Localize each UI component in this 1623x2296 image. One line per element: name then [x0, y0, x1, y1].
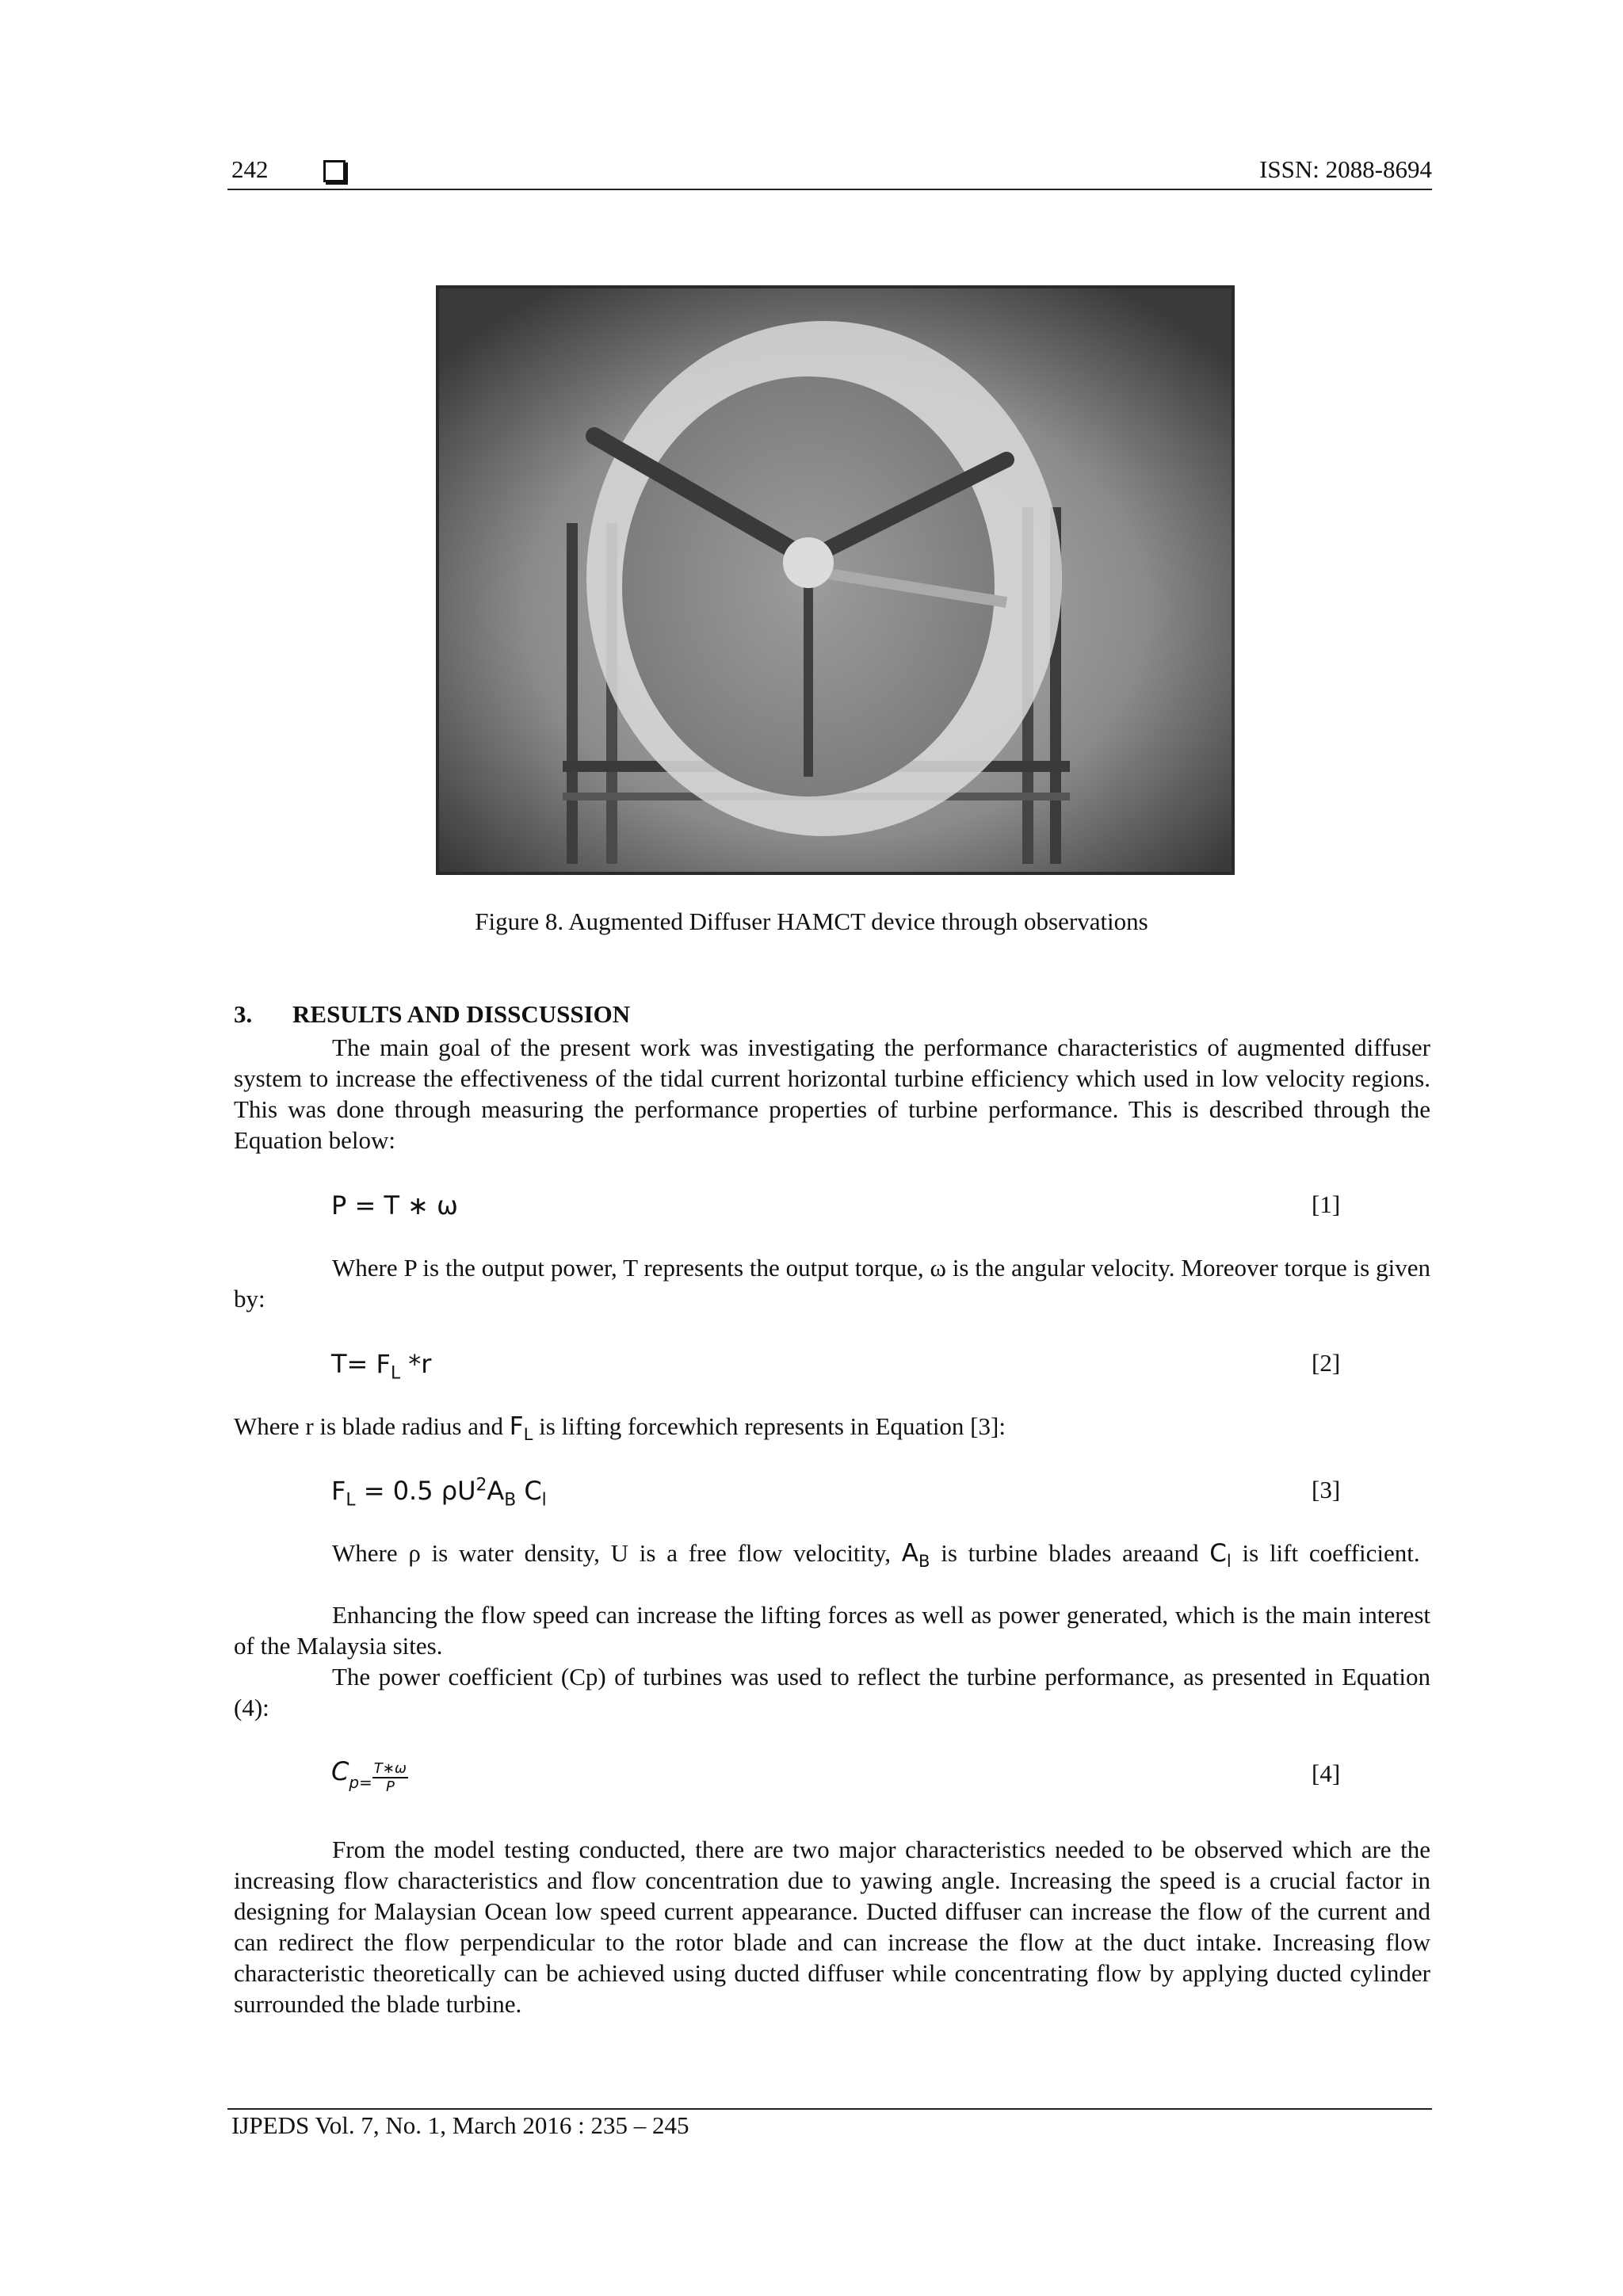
equation-number: [4] [1312, 1759, 1341, 1787]
section-title: RESULTS AND DISSCUSSION [292, 1000, 631, 1028]
equation-4: $C_{p=}$ $\frac{T∗\omega}{P}$ [331, 1756, 407, 1795]
header-rule [227, 189, 1432, 190]
issn: ISSN: 2088-8694 [1259, 155, 1432, 183]
paragraph: Where r is blade radius and $F_L$ is lifting forcewhich represents in Equation [3]: [234, 1412, 1006, 1445]
paragraph: The power coefficient (Cp) of turbines was used to reflect the turbine performance, as presented in Equation (4): [234, 1663, 1430, 1721]
paragraph: Enhancing the flow speed can increase the lifting forces as well as power generated, which is the main interest of the Malaysia sites. [234, 1601, 1430, 1660]
box-icon [323, 160, 346, 186]
equation-number: [1] [1312, 1190, 1341, 1218]
equation-3: $F_L = 0.5$ $\rho U^2A_B$ $C_l$ [331, 1475, 547, 1511]
figure-caption: Figure 8. Augmented Diffuser HAMCT device through observations [475, 907, 1148, 935]
section-number: 3. [234, 1000, 253, 1028]
footer-citation: IJPEDS Vol. 7, No. 1, March 2016 : 235 – 245 [231, 2111, 689, 2139]
equation-number: [2] [1312, 1349, 1341, 1377]
paragraph: Where ρ is water density, U is a free flow velocitity, $A_B$ is turbine blades areaand $C_l$ is lift coefficient. [332, 1539, 1420, 1572]
footer-rule [227, 2108, 1432, 2110]
page-number: 242 [231, 155, 269, 183]
paragraph: The main goal of the present work was investigating the performance characteristics of augmented diffuser system to increase the effectiveness of the tidal current horizontal turbine efficiency which used in low velocity regions. This was done through measuring the performance properties of turbine performance. This is described through the Equation below: [234, 1033, 1430, 1154]
section-heading [234, 1000, 630, 1029]
equation-1: P = T ∗ ω [331, 1190, 458, 1221]
figure-photo [436, 285, 1235, 875]
equation-2: $T= F_L$ *r [331, 1349, 432, 1384]
paragraph: Where P is the output power, T represents the output torque, ω is the angular velocity. Moreover torque is given by: [234, 1254, 1430, 1312]
paragraph: From the model testing conducted, there are two major characteristics needed to be observed which are the increasing flow characteristics and flow concentration due to yawing angle. Increasing the speed is a crucial factor in designing for Malaysian Ocean low speed current appearance. Ducted diffuser can increase the flow of the current and can redirect the flow perpendicular to the rotor blade and can increase the flow at the duct intake. Increasing flow characteristic theoretically can be achieved using ducted diffuser while concentrating flow by applying ducted cylinder surrounded the blade turbine. [234, 1836, 1430, 2018]
equation-number: [3] [1312, 1476, 1341, 1503]
